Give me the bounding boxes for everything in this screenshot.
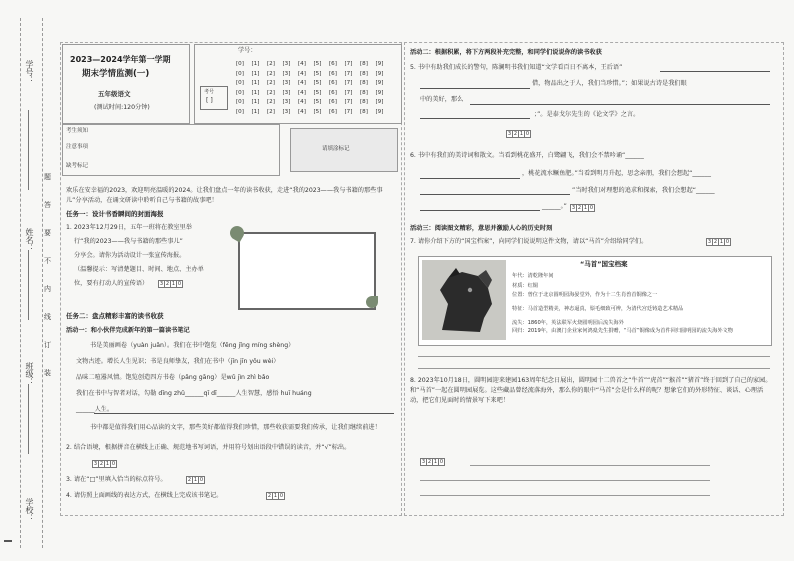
digit-bubble[interactable]: [4] bbox=[298, 80, 306, 86]
passage-answer-line[interactable] bbox=[94, 413, 394, 414]
digit-row bbox=[236, 108, 391, 118]
digit-bubble[interactable]: [0] bbox=[236, 61, 244, 67]
cut-char: 装 bbox=[44, 369, 51, 377]
digit-bubble[interactable]: [9] bbox=[375, 99, 384, 105]
digit-bubble[interactable]: [6] bbox=[329, 99, 337, 105]
horse-head-image bbox=[422, 260, 506, 340]
digit-bubble[interactable]: [3] bbox=[282, 70, 291, 77]
subject-label: 五年级语文 bbox=[98, 90, 131, 98]
q5-answer-line[interactable] bbox=[420, 118, 530, 119]
task1-q1-line: 位，要有打动人的宣传语） bbox=[74, 280, 149, 287]
cut-char: 要 bbox=[44, 229, 51, 237]
digit-bubble[interactable]: [5] bbox=[313, 70, 322, 77]
digit-bubble[interactable]: [7] bbox=[344, 80, 353, 86]
digit-bubble[interactable]: [8] bbox=[360, 61, 368, 67]
notes-box bbox=[62, 124, 280, 176]
school-label: 学校： bbox=[25, 498, 34, 522]
q7-text: 7. 请你介绍下方的“国宝档案”，向同学们说说明这件文物，请以“马首”介绍给同学们。 bbox=[410, 238, 648, 245]
seat-bracket: [ ] bbox=[206, 97, 213, 104]
q6-line: ，桃花流水鳜鱼肥。”当看到明月升起，思念亲朋，我们会想起“______ bbox=[522, 170, 711, 177]
digit-bubble[interactable]: [9] bbox=[375, 108, 384, 115]
q5-line: ；”。是泰戈尔先生的《论文学》之言。 bbox=[534, 111, 640, 118]
scan-mark bbox=[4, 540, 12, 542]
leaf-decoration-icon bbox=[366, 296, 378, 308]
q2-score-cells: 3 2 1 0 bbox=[93, 461, 116, 467]
q5-line: 中的美好，那么 bbox=[420, 96, 464, 103]
digit-bubble[interactable]: [0] bbox=[236, 108, 244, 115]
digit-bubble[interactable]: [3] bbox=[282, 99, 291, 105]
class-line[interactable] bbox=[28, 384, 29, 454]
task2-title: 任务二：盘点精彩丰富的读书收获 bbox=[66, 312, 164, 320]
q5-line: 借，物品出之于人，我们当珍惜。”；如果说古诗是我们眼 bbox=[532, 80, 687, 87]
seat-label: 考号 bbox=[204, 89, 215, 95]
q4-text: 4. 请仿照上面画线的表达方式，在横线上完成该书笔记。 bbox=[66, 492, 223, 499]
digit-bubble[interactable]: [8] bbox=[360, 89, 368, 96]
digit-row bbox=[236, 98, 391, 108]
q3-score-cells: 2 1 0 bbox=[187, 477, 204, 483]
digit-bubble[interactable]: [9] bbox=[375, 70, 384, 77]
digit-bubble[interactable]: [9] bbox=[375, 89, 384, 96]
time-label: (测试时间:120分钟) bbox=[94, 104, 150, 111]
digit-bubble[interactable]: [4] bbox=[298, 61, 306, 67]
q7-answer-line[interactable] bbox=[418, 368, 770, 369]
digit-bubble[interactable]: [2] bbox=[267, 89, 275, 96]
digit-bubble[interactable]: [1] bbox=[251, 61, 260, 67]
digit-bubble[interactable]: [1] bbox=[251, 70, 260, 77]
digit-bubble[interactable]: [8] bbox=[360, 99, 368, 105]
name-label: 姓名： bbox=[25, 228, 34, 252]
passage-line: 书是美丽画卷（yuàn juǎn）。我们在书中饱览（fēng jǐng míng shèng） bbox=[90, 342, 295, 349]
cut-char: 答 bbox=[44, 201, 51, 209]
q6-answer-line[interactable] bbox=[420, 210, 540, 211]
digit-bubble[interactable]: [6] bbox=[329, 89, 337, 96]
q6-answer-line[interactable] bbox=[420, 194, 570, 195]
digit-bubble[interactable]: [6] bbox=[329, 108, 337, 115]
cut-char: 内 bbox=[44, 285, 51, 293]
digit-bubble[interactable]: [0] bbox=[236, 89, 244, 96]
q6-line: ______。” bbox=[542, 203, 567, 210]
student-number-label: 学号： bbox=[25, 60, 34, 84]
archive-line: 材质：红铜 bbox=[512, 283, 538, 289]
digit-bubble[interactable]: [1] bbox=[251, 80, 260, 86]
horse-head-icon bbox=[422, 260, 506, 340]
digit-bubble[interactable]: [3] bbox=[282, 80, 291, 86]
digit-bubble[interactable]: [2] bbox=[267, 61, 275, 67]
digit-bubble[interactable]: [4] bbox=[298, 108, 306, 115]
q5-score-cells: 3 2 1 0 bbox=[507, 131, 530, 137]
digit-bubble[interactable]: [2] bbox=[267, 108, 275, 115]
notes-label: 考生须知 bbox=[66, 128, 89, 134]
digit-bubble[interactable]: [3] bbox=[282, 89, 291, 96]
q5-answer-line[interactable] bbox=[420, 88, 530, 89]
digit-bubble[interactable]: [4] bbox=[298, 70, 306, 77]
digit-bubble[interactable]: [2] bbox=[267, 80, 275, 86]
archive-line: 流失：1860年，英法联军火烧圆明园后流失海外 bbox=[512, 320, 624, 326]
q8-answer-line[interactable] bbox=[420, 495, 710, 496]
q6-answer-line[interactable] bbox=[420, 178, 520, 179]
poster-drawing-area[interactable] bbox=[238, 232, 376, 310]
activity1-title: 活动一：和小伙伴完成新年的第一篇读书笔记 bbox=[66, 327, 190, 334]
class-label: 班级： bbox=[25, 362, 34, 386]
q3-text: 3. 请在“□”里填入恰当的标点符号。 bbox=[66, 476, 167, 483]
q8-score-cells: 3 2 1 0 bbox=[421, 459, 444, 465]
digit-bubble[interactable]: [4] bbox=[298, 99, 306, 105]
digit-bubble[interactable]: [7] bbox=[344, 70, 353, 77]
q5-answer-line[interactable] bbox=[660, 71, 770, 72]
attention-label: 注意事项 bbox=[66, 144, 89, 150]
digit-bubble[interactable]: [4] bbox=[298, 89, 306, 96]
digit-bubble[interactable]: [9] bbox=[375, 80, 384, 86]
digit-bubble[interactable]: [2] bbox=[267, 99, 275, 105]
digit-bubble[interactable]: [8] bbox=[360, 70, 368, 77]
cut-char: 线 bbox=[44, 313, 51, 321]
digit-bubble[interactable]: [7] bbox=[344, 99, 353, 105]
q6-score-cells: 3 2 1 0 bbox=[571, 205, 594, 211]
digit-row bbox=[236, 60, 391, 70]
digit-bubble[interactable]: [0] bbox=[236, 70, 244, 77]
digit-bubble[interactable]: [5] bbox=[313, 61, 322, 67]
digit-bubble[interactable]: [8] bbox=[360, 108, 368, 115]
digit-bubble[interactable]: [6] bbox=[329, 61, 337, 67]
digit-bubble[interactable]: [5] bbox=[313, 80, 322, 86]
student-number-line[interactable] bbox=[28, 110, 29, 190]
digit-bubble[interactable]: [9] bbox=[375, 61, 384, 67]
q6-line: ”当时我们对理想的追求和探索，我们会想起“______ bbox=[572, 187, 715, 194]
intro-text: 欢乐在安幸福的2023，欢迎明亮温暖的2024。让我们盘点一年的读书收获，走进“我的2023——我与书籍的那些事儿”分享活动，在诵文研读中聆听自己与书籍的故事吧！ bbox=[66, 187, 383, 204]
q6-line: 6. 书中有我们的美诗词和散文。当看到桃花盛开，白鹭翩飞，我们会不禁吟诵“______ bbox=[410, 152, 644, 159]
digit-bubble[interactable]: [7] bbox=[344, 61, 353, 67]
digit-bubble[interactable]: [6] bbox=[329, 70, 337, 77]
task1-q1-line: （温馨提示：写清楚题目、时间、地点、主办单 bbox=[74, 266, 204, 273]
q7-score-cells: 3 2 1 0 bbox=[707, 239, 730, 245]
digit-bubble[interactable]: [6] bbox=[329, 80, 337, 86]
digit-bubble[interactable]: [0] bbox=[236, 80, 244, 86]
q2-text: 2. 结合语境，根据拼音在横线上正确、规范地书写词语，并用符号划出语段中错误的读音，并“√”标出。 bbox=[66, 444, 351, 451]
digit-row bbox=[236, 89, 391, 99]
digit-bubble[interactable]: [2] bbox=[267, 70, 275, 77]
task1-title: 任务一：设计书香瞬间的封面海报 bbox=[66, 210, 164, 218]
digit-bubble[interactable]: [1] bbox=[251, 89, 260, 96]
digit-bubble[interactable]: [7] bbox=[344, 89, 353, 96]
digit-bubble[interactable]: [0] bbox=[236, 99, 244, 105]
digit-bubble[interactable]: [1] bbox=[251, 99, 260, 105]
absent-mark-label: 缺考标记 bbox=[66, 163, 89, 169]
digit-bubble[interactable]: [5] bbox=[313, 108, 322, 115]
archive-line: 年代：清乾隆年间 bbox=[512, 273, 554, 279]
stamp-label: 请填涂标记 bbox=[322, 146, 350, 152]
passage-line: 我们在书中与智者对话，勾勒 dīng zhǔ______qī dī______人生智慧，感悟 huī huáng bbox=[76, 390, 312, 397]
q1-score-cells: 3 2 1 0 bbox=[159, 281, 182, 287]
activity3-title: 活动三：阅读图文精彩，意思并激励人心的历史时刻 bbox=[410, 225, 553, 232]
binding-fold-line bbox=[42, 18, 43, 548]
activity2-title: 活动二：根据积累，将下方两段补充完整，和同学们说说你的读书收获 bbox=[410, 49, 602, 56]
digit-bubble[interactable]: [8] bbox=[360, 80, 368, 86]
student-id-label: 学号： bbox=[238, 47, 257, 54]
digit-bubble[interactable]: [5] bbox=[313, 89, 322, 96]
q4-score-cells: 2 1 0 bbox=[267, 493, 284, 499]
q8-answer-line[interactable] bbox=[420, 480, 710, 481]
passage-line: 品味二喧嚣风情。饱览创造四方书卷（pǎng gāng）是wǔ jìn zhì bǎo bbox=[76, 374, 270, 381]
digit-bubble[interactable]: [7] bbox=[344, 108, 353, 115]
q8-answer-line[interactable] bbox=[470, 465, 710, 466]
digit-grid bbox=[236, 60, 391, 117]
exam-title-line2: 期末学情监测(一) bbox=[82, 69, 150, 79]
cut-char: 不 bbox=[44, 257, 51, 265]
passage-line: 文物古迹。增长人生见识；书是良师挚友，我们在书中（jīn jīn yǒu wèi） bbox=[76, 358, 280, 365]
archive-title: “马首”国宝档案 bbox=[580, 260, 628, 268]
digit-row bbox=[236, 79, 391, 89]
name-line[interactable] bbox=[28, 250, 29, 320]
digit-bubble[interactable]: [3] bbox=[282, 108, 291, 115]
archive-line: 位置：曾位于北京圆明园海晏堂外，作为十二生肖兽首铜像之一 bbox=[512, 292, 658, 298]
q7-answer-line[interactable] bbox=[418, 356, 770, 357]
digit-bubble[interactable]: [1] bbox=[251, 108, 260, 115]
passage-line: ______人生。 bbox=[76, 406, 114, 413]
q8-text: 8. 2023年10月18日，圆明园迎来建园163周年纪念日展出，圆明园十二兽首之“牛首”“虎首”“猴首”“猪首”终于回到了自己的家园。和“马首”一起在圆明园展览。这些藏品曾经流落海外，那么你的眼中“马首”会是什么样的呢？想象它们的外形特征、谈话、心理活动，把它们见面时的情景写下来吧！ bbox=[410, 377, 772, 404]
q5-line: 5. 书中有助我们成长的警句，陈澜明书我们知道“文学看百日不离本，王后语” bbox=[410, 64, 623, 71]
digit-bubble[interactable]: [3] bbox=[282, 61, 291, 67]
cut-char: 订 bbox=[44, 341, 51, 349]
archive-line: 回归：2019年，由澳门企业家何鸿燊先生捐赠，“马首”铜像成为首件回归圆明园的流失海外文物 bbox=[512, 328, 733, 334]
archive-line: 特征：马首造型精美，神态逼真，鬃毛细致可辨，为清代宫廷铸造艺术精品 bbox=[512, 306, 684, 312]
digit-bubble[interactable]: [5] bbox=[313, 99, 322, 105]
task1-q1-line: 分享会。请你为活动设计一张宣传海报。 bbox=[74, 252, 186, 259]
cut-char: 题 bbox=[44, 173, 51, 181]
task1-q1-line: 行“我的2023——我与书籍的那些事儿” bbox=[74, 238, 183, 245]
digit-row bbox=[236, 70, 391, 80]
passage-line: 书中都是值得我们用心品读的文字，那些美好都值得我们珍惜，那些收获需要我们传承，让我们继续前进！ bbox=[90, 424, 381, 431]
binding-cut-line bbox=[20, 18, 21, 548]
exam-title-line1: 2023—2024学年第一学期 bbox=[70, 55, 171, 64]
q5-answer-line[interactable] bbox=[470, 104, 770, 105]
task1-q1-line: 1. 2023年12月29日，五年一班将在教室里举 bbox=[66, 224, 192, 231]
